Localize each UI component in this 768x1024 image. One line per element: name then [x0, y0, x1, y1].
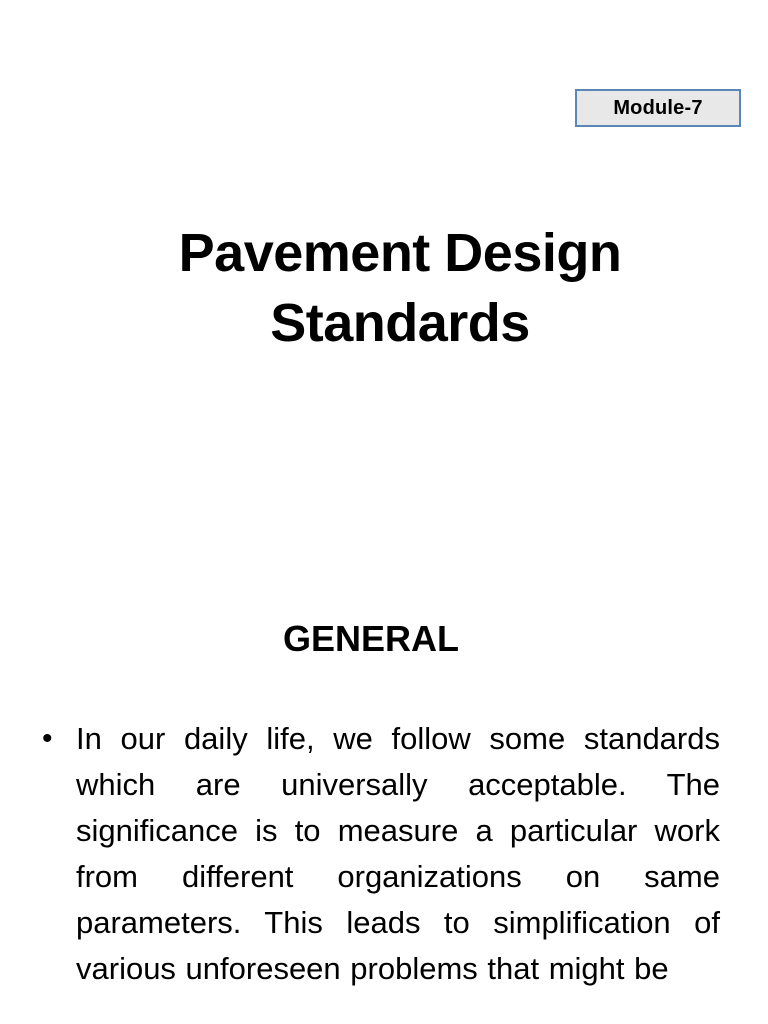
section-heading: GENERAL [282, 618, 459, 659]
list-item [0, 716, 768, 992]
page-title-line-1: Pavement Design [178, 223, 622, 283]
page-title-line-2: Standards [270, 293, 530, 353]
bullet-text: In our daily life, we follow some standards which are universally acceptable. The significance is to measure a particular work from different organizations on same parameters. This leads to simplification of various unforeseen problems that might be [76, 721, 720, 986]
bullet-dot-icon: • [42, 722, 53, 755]
bullet-list [0, 716, 768, 992]
page-title [0, 218, 768, 358]
module-badge-label: Module-7 [613, 96, 703, 119]
module-badge [575, 89, 741, 127]
